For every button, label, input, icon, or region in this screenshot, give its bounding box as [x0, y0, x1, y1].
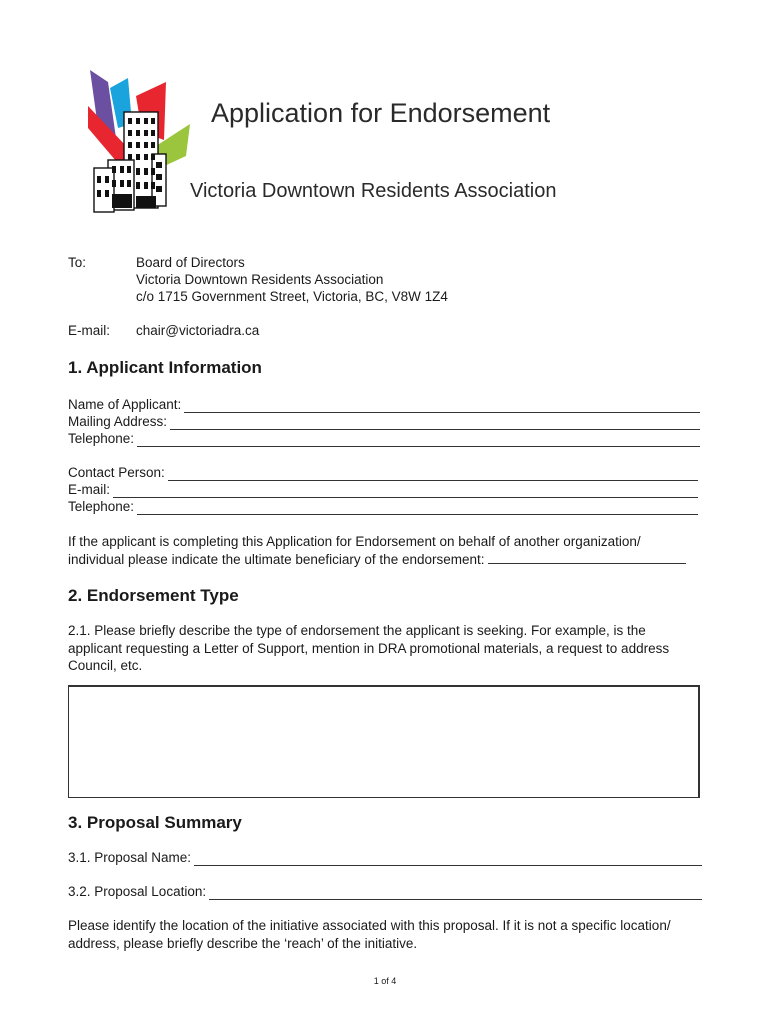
page-title: Application for Endorsement: [211, 98, 551, 128]
contact-person-field[interactable]: [68, 464, 698, 481]
applicant-telephone-label: Telephone:: [68, 431, 135, 446]
vdra-logo: [86, 68, 196, 216]
beneficiary-text: individual please indicate the ultimate beneficiary of the endorsement:: [68, 551, 485, 567]
beneficiary-question: [68, 533, 708, 568]
recipient-line-2: Victoria Downtown Residents Association: [136, 272, 384, 287]
recipient-email: chair@victoriadra.ca: [136, 323, 260, 338]
applicant-name-label: Name of Applicant:: [68, 397, 182, 412]
email-label: E-mail:: [68, 323, 111, 338]
proposal-name-field[interactable]: [68, 849, 702, 866]
endorsement-desc-line-1: 2.1. Please briefly describe the type of endorsement the applicant is seeking. For example, is the: [68, 623, 646, 638]
recipient-line-1: Board of Directors: [136, 255, 245, 270]
mailing-address-label: Mailing Address:: [68, 414, 168, 429]
to-label: To:: [68, 255, 87, 270]
section3-heading: 3. Proposal Summary: [68, 813, 242, 832]
applicant-telephone-line[interactable]: [137, 433, 700, 447]
mailing-address-line[interactable]: [170, 416, 700, 430]
endorsement-description: [68, 622, 718, 675]
contact-person-label: Contact Person:: [68, 465, 165, 480]
page-subtitle: Victoria Downtown Residents Association: [190, 180, 557, 202]
applicant-name-line[interactable]: [184, 399, 700, 413]
contact-email-label: E-mail:: [68, 482, 111, 497]
contact-email-line[interactable]: [113, 484, 698, 498]
contact-email-field[interactable]: [68, 481, 698, 498]
applicant-telephone-field[interactable]: [68, 430, 700, 447]
mailing-address-field[interactable]: [68, 413, 700, 430]
page-number: 1 of 4: [373, 976, 397, 986]
location-desc-line-1: Please identify the location of the initiative associated with this proposal. If it is not a specific location/: [68, 918, 671, 933]
recipient-line-3: c/o 1715 Government Street, Victoria, BC, V8W 1Z4: [136, 289, 448, 304]
contact-telephone-label: Telephone:: [68, 499, 135, 514]
endorsement-type-textbox[interactable]: [68, 685, 700, 798]
location-description: [68, 917, 728, 952]
proposal-name-label: 3.1. Proposal Name:: [68, 850, 192, 865]
applicant-name-field[interactable]: [68, 396, 700, 413]
beneficiary-line[interactable]: [488, 551, 686, 564]
endorsement-desc-line-2: applicant requesting a Letter of Support, mention in DRA promotional materials, a request to address: [68, 640, 670, 656]
proposal-location-line[interactable]: [209, 886, 702, 900]
section1-heading: 1. Applicant Information: [68, 358, 262, 377]
section2-heading: 2. Endorsement Type: [68, 586, 239, 605]
contact-telephone-field[interactable]: [68, 498, 698, 515]
beneficiary-text-line-2: [68, 551, 708, 569]
proposal-location-field[interactable]: [68, 883, 702, 900]
endorsement-desc-line-3: Council, etc.: [68, 658, 143, 673]
proposal-location-label: 3.2. Proposal Location:: [68, 884, 207, 899]
proposal-name-line[interactable]: [194, 852, 702, 866]
beneficiary-text-line-1: If the applicant is completing this Application for Endorsement on behalf of another organization/: [68, 534, 641, 549]
contact-telephone-line[interactable]: [137, 501, 698, 515]
location-desc-line-2: address, please briefly describe the ‘reach’ of the initiative.: [68, 935, 418, 951]
contact-person-line[interactable]: [168, 467, 698, 481]
